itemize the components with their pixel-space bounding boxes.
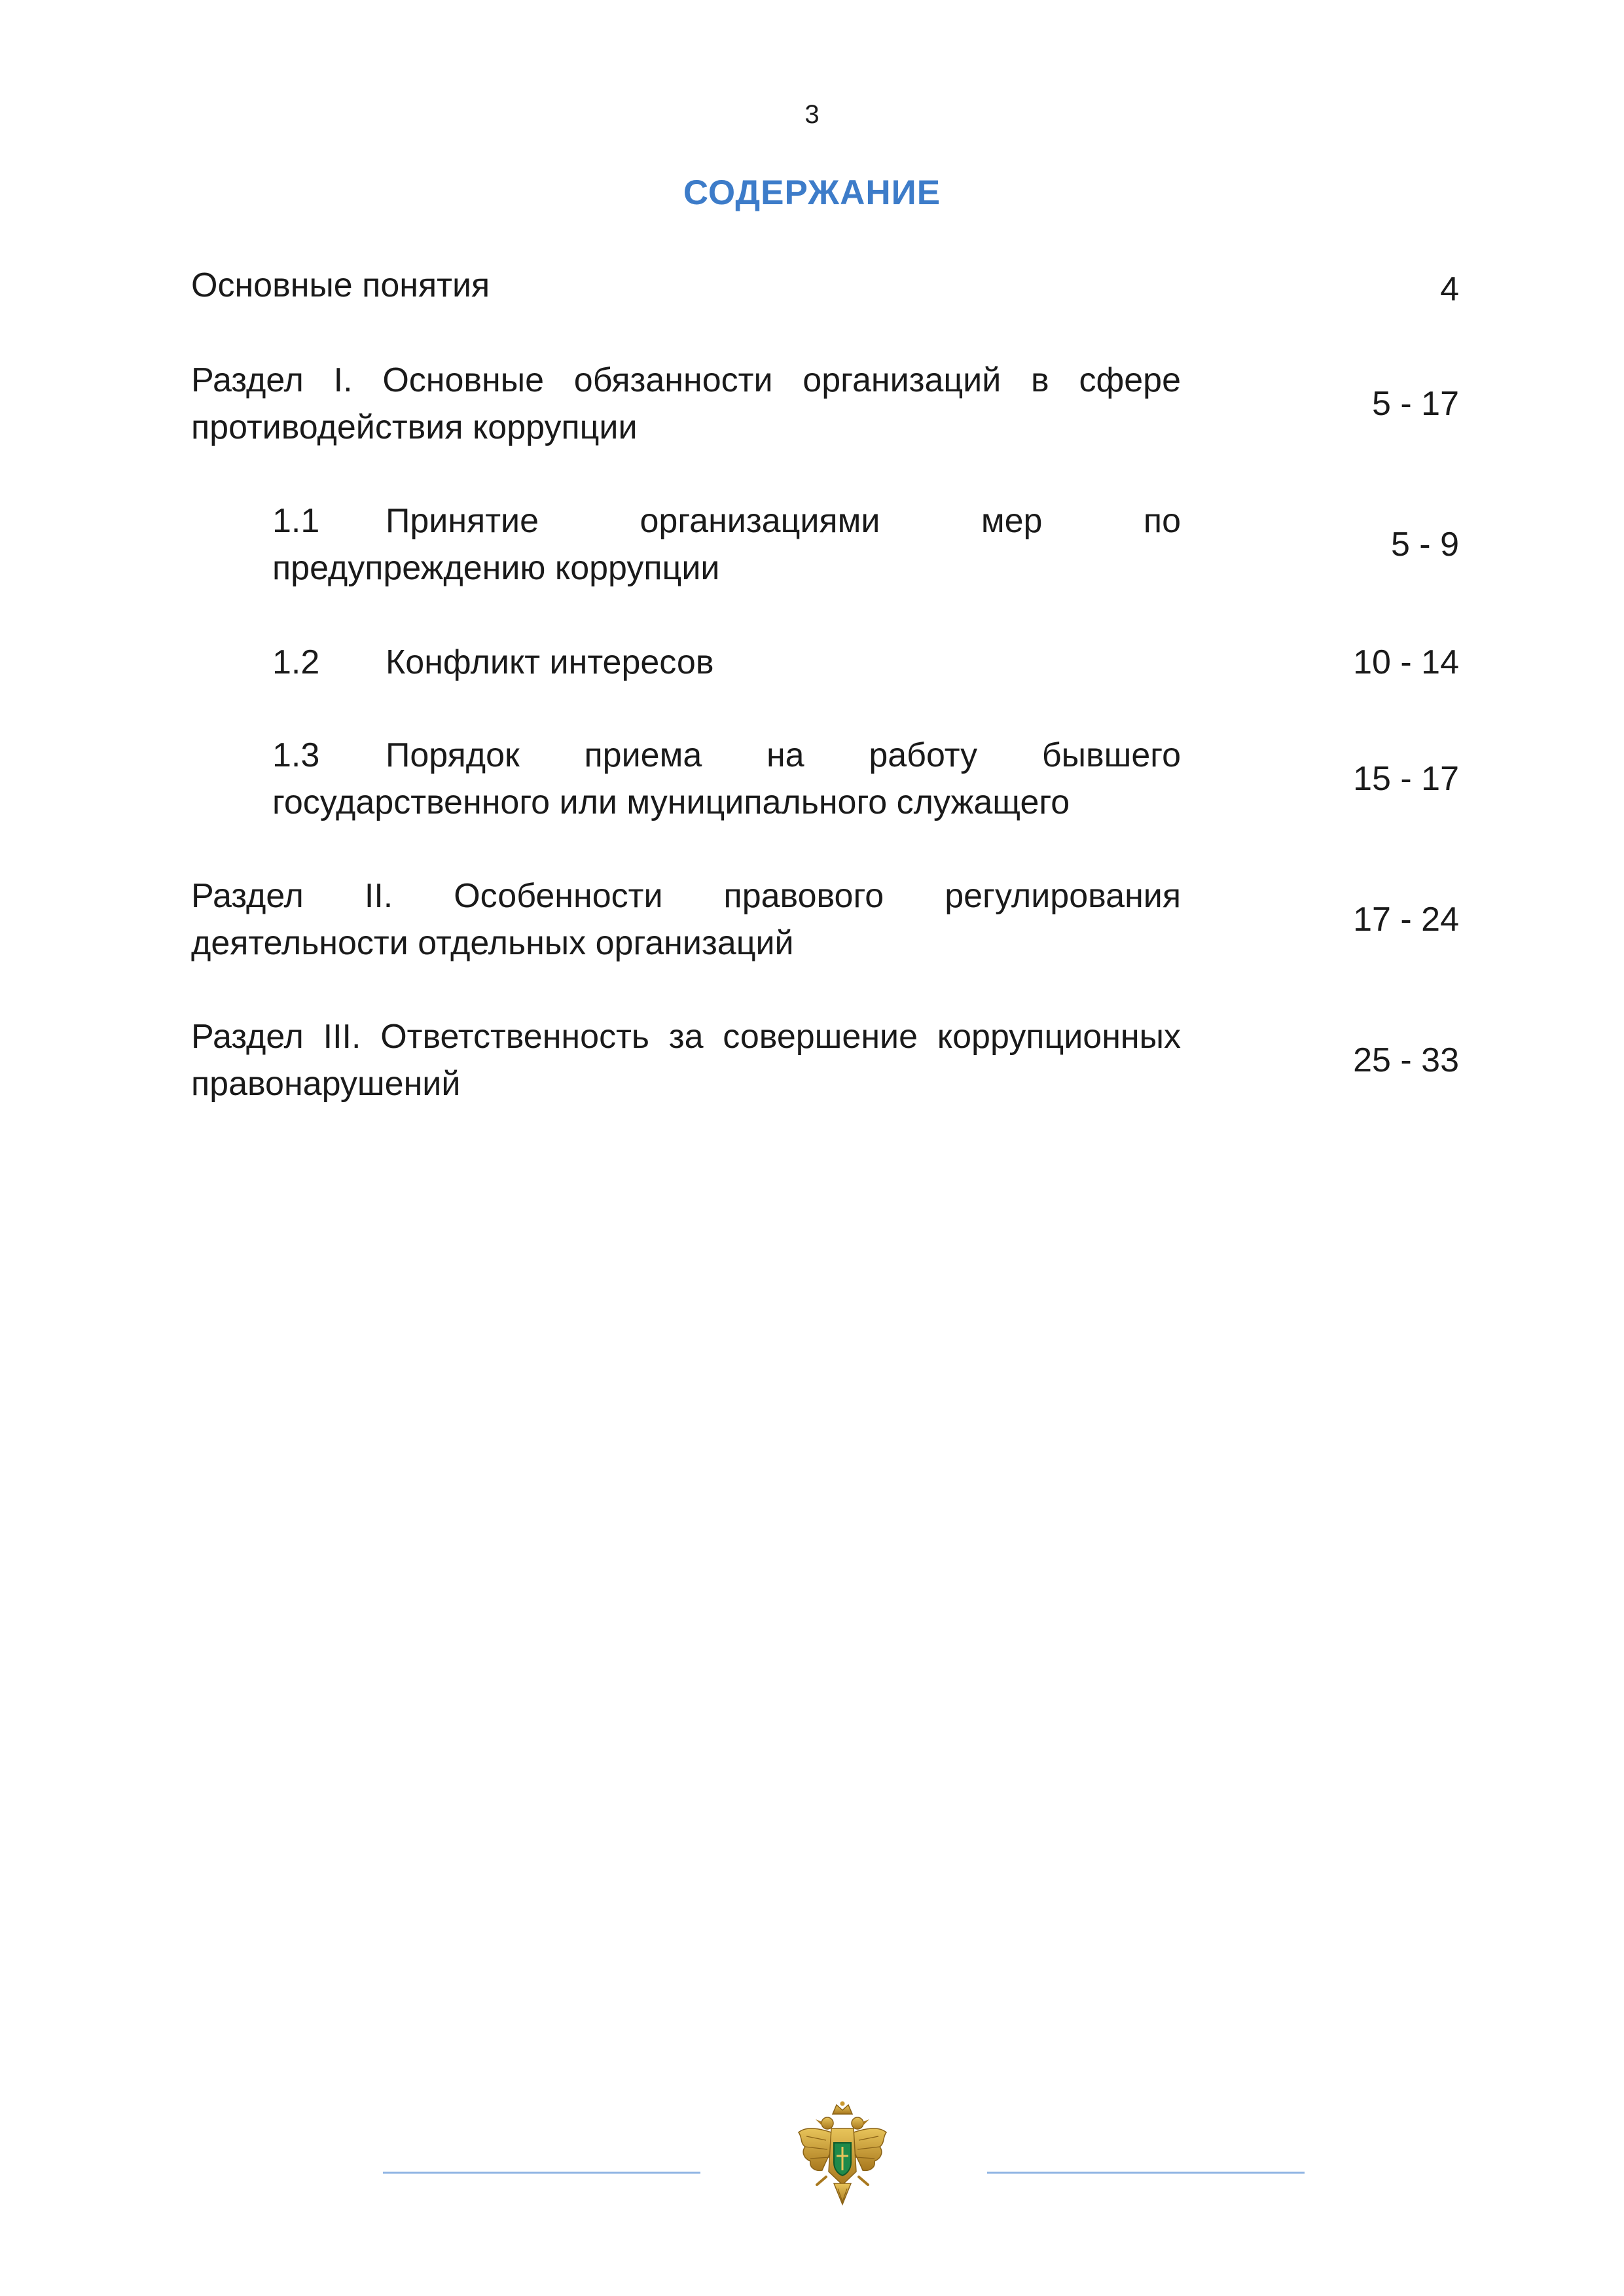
toc-entry-section-1[interactable] xyxy=(0,357,1624,455)
toc-entry-pages: 17 - 24 xyxy=(1353,901,1459,939)
toc-entry-text: Раздел II. Особенности правового регулирования деятельности отдельных организаций xyxy=(191,877,1181,962)
toc-entry-1-1[interactable] xyxy=(0,497,1624,596)
double-headed-eagle-emblem-icon xyxy=(793,2100,892,2211)
toc-entry-number: 1.3 xyxy=(272,736,320,774)
toc-entry-1-3[interactable] xyxy=(0,732,1624,830)
toc-entry-text: Основные понятия xyxy=(191,266,490,304)
page-number: 3 xyxy=(804,100,820,129)
toc-entry-label: Порядок приема на работу бывшего государственного или муниципального служащего xyxy=(272,736,1181,821)
toc-entry-pages: 5 - 17 xyxy=(1372,385,1459,423)
toc-entry-text: Раздел III. Ответственность за совершение коррупционных правонарушений xyxy=(191,1018,1181,1103)
toc-entry-pages: 4 xyxy=(1440,270,1459,308)
toc-entry-text xyxy=(272,732,1181,826)
toc-entry-section-2[interactable] xyxy=(0,872,1624,971)
footer-divider-right xyxy=(987,2172,1305,2174)
toc-entry-pages: 5 - 9 xyxy=(1390,526,1459,564)
toc-entry-number: 1.1 xyxy=(272,502,320,540)
toc-entry-text xyxy=(272,639,1181,686)
toc-entry-pages: 15 - 17 xyxy=(1353,760,1459,798)
toc-entry-section-3[interactable] xyxy=(0,1013,1624,1111)
toc-entry-pages: 10 - 14 xyxy=(1353,643,1459,681)
toc-entry-text xyxy=(272,497,1181,592)
footer-divider-left xyxy=(383,2172,700,2174)
toc-entry-label: Конфликт интересов xyxy=(386,643,714,681)
toc-entry-1-2[interactable] xyxy=(0,639,1624,737)
toc-entry-text: Раздел I. Основные обязанности организаций в сфере противодействия коррупции xyxy=(191,361,1181,446)
toc-entry-basic-concepts[interactable] xyxy=(0,262,1624,360)
toc-entry-number: 1.2 xyxy=(272,643,320,681)
toc-entry-label: Принятие организациями мер по предупреждению коррупции xyxy=(272,502,1181,587)
toc-entry-pages: 25 - 33 xyxy=(1353,1041,1459,1079)
page-title: СОДЕРЖАНИЕ xyxy=(683,173,941,212)
